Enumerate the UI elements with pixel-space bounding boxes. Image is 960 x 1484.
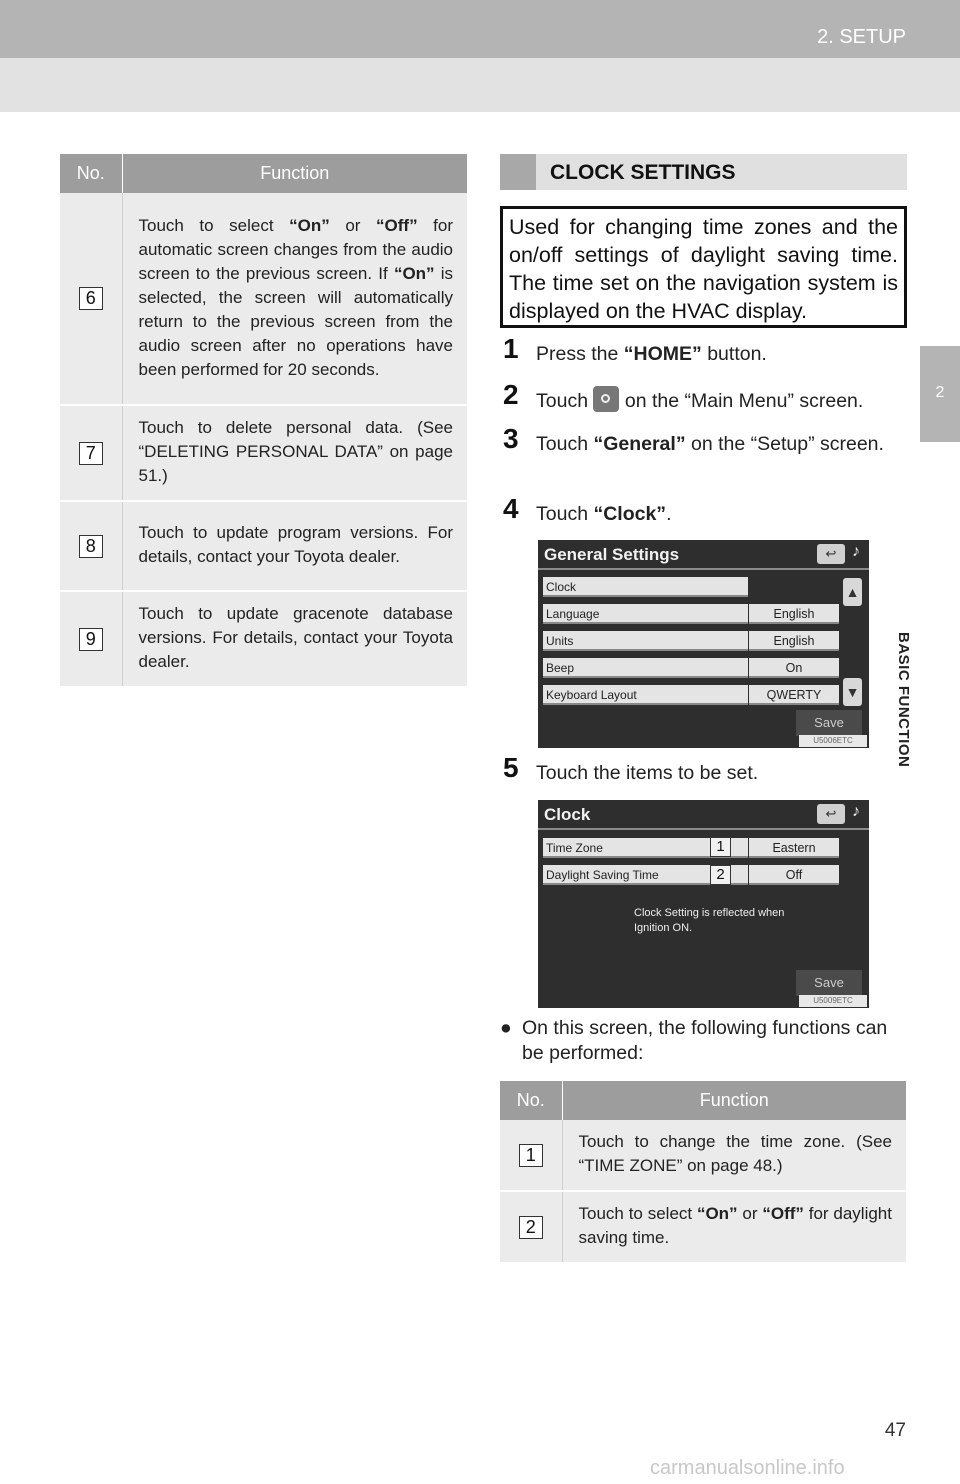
setting-row-keyboard: Keyboard Layout xyxy=(543,685,748,705)
setting-value: On xyxy=(749,658,839,678)
function-text: Touch to change the time zone. (See “TIME ZONE” on page 48.) xyxy=(562,1120,906,1191)
setting-row-time-zone: Time Zone xyxy=(543,838,748,858)
item-number: 7 xyxy=(79,442,103,465)
screen-message: Clock Setting is reflected when Ignition ON. xyxy=(634,907,785,934)
table-row xyxy=(500,1191,906,1263)
section-header xyxy=(500,154,907,190)
back-icon: ↩ xyxy=(817,804,845,824)
function-table-left xyxy=(60,154,467,688)
save-button: Save xyxy=(796,970,862,996)
music-note-icon: ♪ xyxy=(852,803,860,820)
intro-box: Used for changing time zones and the on/off settings of daylight saving time. The time set on the navigation system is displayed on the HVAC display. xyxy=(500,206,907,328)
function-table-right xyxy=(500,1081,906,1264)
bullet-note xyxy=(500,1016,907,1066)
setting-row-clock: Clock xyxy=(543,577,748,597)
setting-value: Off xyxy=(749,865,839,885)
step-text: Touch “General” on the “Setup” screen. xyxy=(536,433,884,455)
table-row xyxy=(60,591,467,687)
setting-value: QWERTY xyxy=(749,685,839,705)
scroll-up-icon: ▲ xyxy=(843,578,862,606)
bullet-text: On this screen, the following functions can be performed: xyxy=(522,1017,888,1064)
setting-row-language: Language xyxy=(543,604,748,624)
page-header xyxy=(0,0,960,112)
general-settings-screenshot xyxy=(538,540,869,748)
item-number: 6 xyxy=(79,287,103,310)
item-number: 2 xyxy=(519,1216,543,1239)
section-header-title: CLOCK SETTINGS xyxy=(550,161,736,184)
col-header-function: Function xyxy=(562,1081,906,1120)
step-number: 1 xyxy=(503,333,519,364)
section-header-block xyxy=(500,154,536,190)
scroll-down-icon: ▼ xyxy=(843,678,862,706)
function-text: Touch to delete personal data. (See “DELETING PERSONAL DATA” on page 51.) xyxy=(122,405,467,501)
image-code: U5006ETC xyxy=(799,735,867,747)
chapter-number: 2 xyxy=(935,384,945,401)
step-text: Touch the items to be set. xyxy=(536,762,759,784)
callout-marker: 1 xyxy=(710,837,731,857)
step-text: Touch on the “Main Menu” screen. xyxy=(536,386,863,416)
chapter-label: BASIC FUNCTION xyxy=(895,632,912,768)
col-header-function: Function xyxy=(122,154,467,193)
function-text: Touch to update gracenote database versions. For details, contact your Toyota dealer. xyxy=(122,591,467,687)
step-number: 2 xyxy=(503,379,519,410)
table-row xyxy=(60,501,467,591)
step-text: Touch “Clock”. xyxy=(536,503,672,525)
table-row xyxy=(60,405,467,501)
setting-row-beep: Beep xyxy=(543,658,748,678)
item-number: 8 xyxy=(79,535,103,558)
table-row xyxy=(60,193,467,405)
chapter-tab xyxy=(920,346,960,442)
item-number: 1 xyxy=(519,1144,543,1167)
clock-screenshot xyxy=(538,800,869,1008)
step-number: 4 xyxy=(503,493,519,524)
function-text: Touch to select “On” or “Off” for daylight saving time. xyxy=(562,1191,906,1263)
step-text: Press the “HOME” button. xyxy=(536,343,767,365)
bullet-icon: ● xyxy=(500,1017,512,1039)
setting-row-units: Units xyxy=(543,631,748,651)
music-note-icon: ♪ xyxy=(852,543,860,560)
col-header-no: No. xyxy=(60,154,122,193)
back-icon: ↩ xyxy=(817,544,845,564)
step-number: 5 xyxy=(503,752,519,783)
item-number: 9 xyxy=(79,628,103,651)
watermark: carmanualsonline.info xyxy=(650,1457,845,1479)
gear-icon xyxy=(593,386,619,412)
setting-value: Eastern xyxy=(749,838,839,858)
table-row xyxy=(500,1120,906,1191)
image-code: U5009ETC xyxy=(799,995,867,1007)
setting-value: English xyxy=(749,631,839,651)
setting-value: English xyxy=(749,604,839,624)
page-number: 47 xyxy=(884,1420,906,1441)
save-button: Save xyxy=(796,710,862,736)
screen-title: Clock xyxy=(544,805,591,824)
callout-marker: 2 xyxy=(710,865,731,885)
function-text: Touch to select “On” or “Off” for automatic screen changes from the audio screen to the previous screen. If “On” is selected, the screen will automatically return to the previous screen from the audio screen after no operations have been performed for 20 seconds. xyxy=(122,193,467,405)
section-title: 2. SETUP xyxy=(817,26,906,48)
header-strip xyxy=(0,0,960,58)
function-text: Touch to update program versions. For details, contact your Toyota dealer. xyxy=(122,501,467,591)
setting-row-daylight: Daylight Saving Time xyxy=(543,865,748,885)
col-header-no: No. xyxy=(500,1081,562,1120)
screen-title: General Settings xyxy=(544,545,680,564)
step-number: 3 xyxy=(503,423,519,454)
